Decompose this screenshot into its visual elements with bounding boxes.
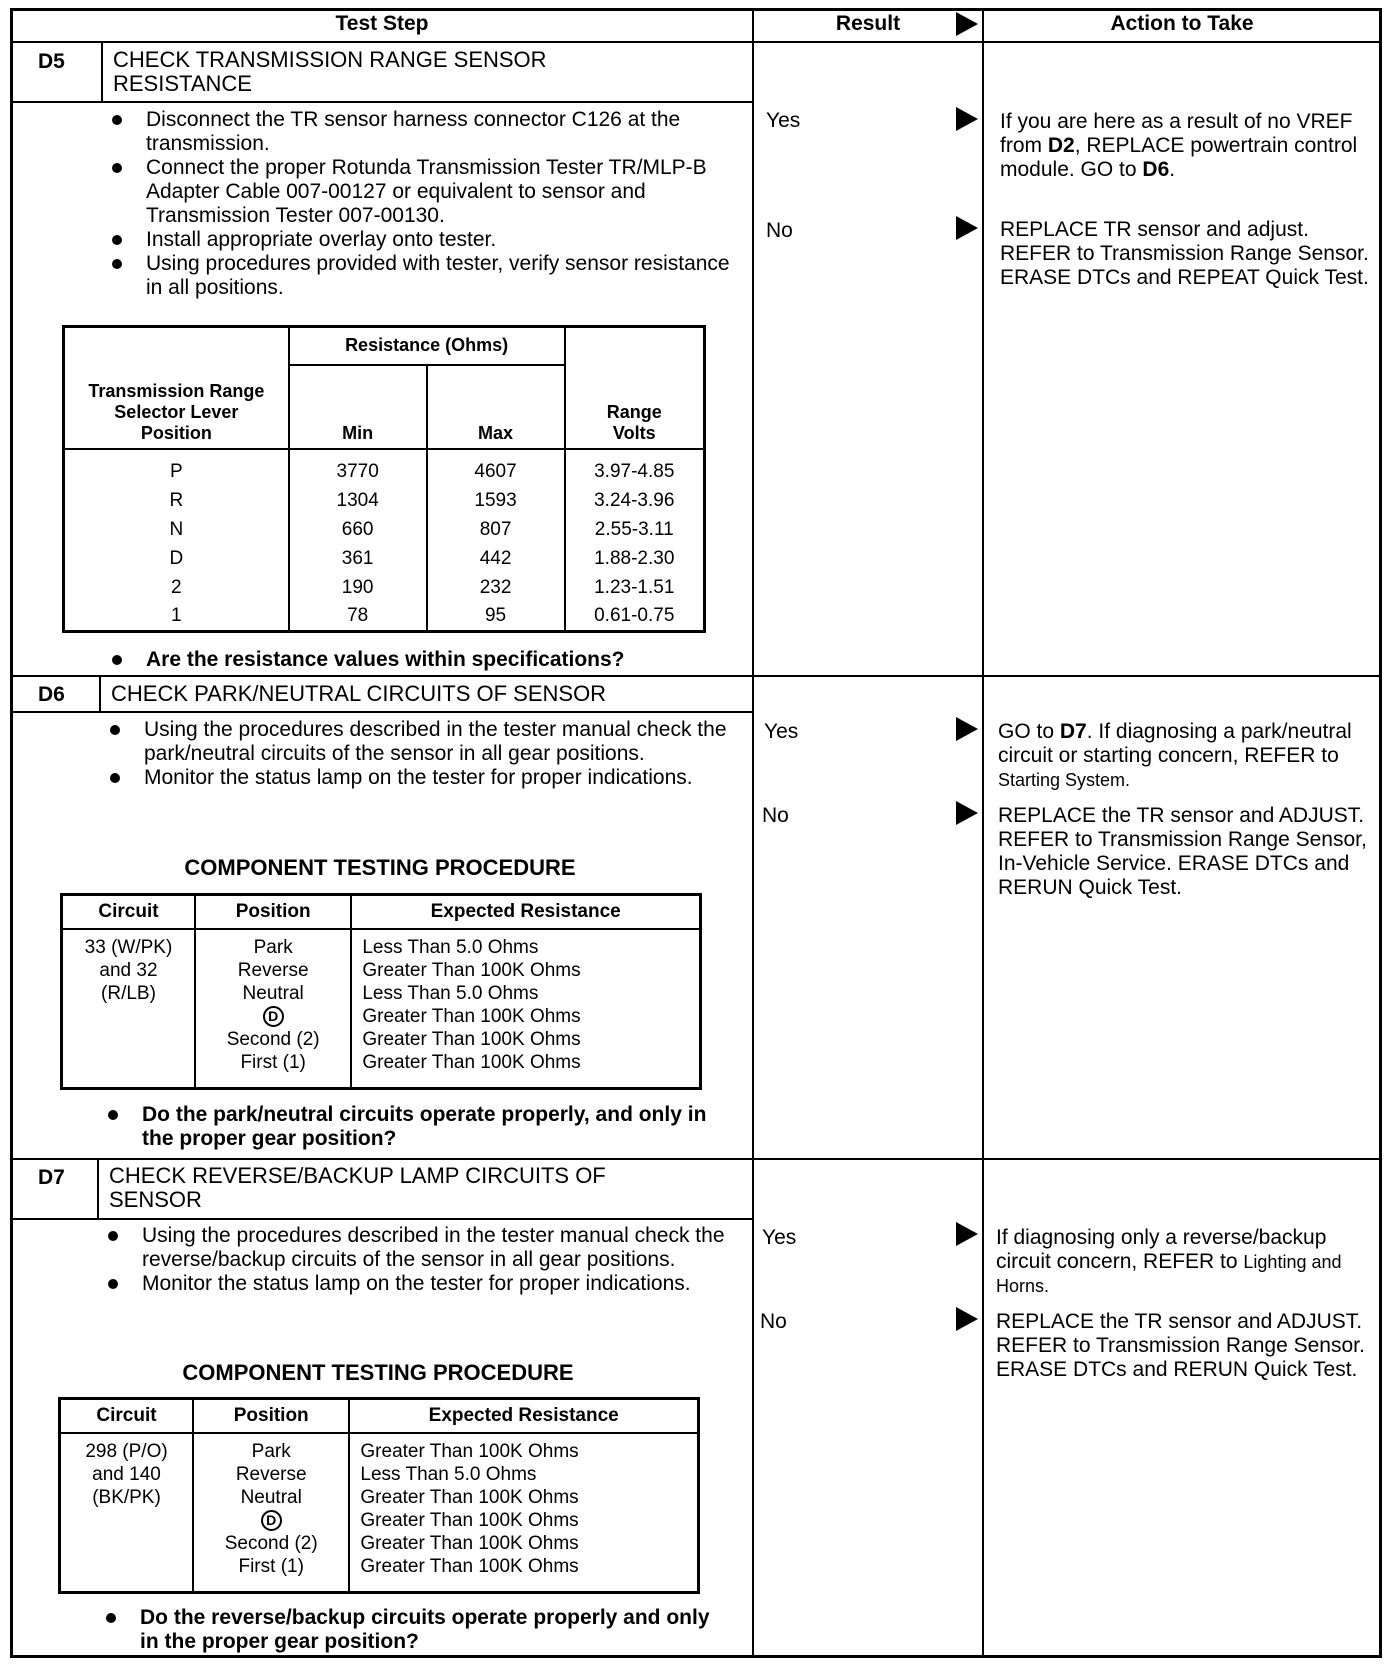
bullet-dot-icon — [110, 725, 120, 735]
d5-col-volts: Range Volts — [565, 327, 705, 449]
d6-position-cell: Park Reverse Neutral D Second (2) First (1) — [195, 929, 351, 1089]
d6-yes-arrow-icon — [956, 717, 978, 741]
d5-bullet: Install appropriate overlay onto tester. — [110, 228, 730, 252]
d5-bullet: Disconnect the TR sensor harness connector C126 at the transmission. — [110, 108, 730, 156]
d6-no-action: REPLACE the TR sensor and ADJUST. REFER to Transmission Range Sensor, In-Vehicle Service. ERASE DTCs and RERUN Quick Test. — [998, 804, 1367, 899]
d7-no-arrow-icon — [956, 1307, 978, 1331]
bullet-dot-icon — [112, 259, 122, 269]
overdrive-d-icon: D — [261, 1510, 282, 1531]
overdrive-d-icon: D — [263, 1006, 284, 1027]
d7-title-divider — [10, 1218, 753, 1220]
bullet-dot-icon — [110, 773, 120, 783]
d6-id: D6 — [38, 683, 65, 706]
d6-col-circuit: Circuit — [62, 895, 195, 929]
d6-no-arrow-icon — [956, 801, 978, 825]
bullet-dot-icon — [106, 1613, 116, 1623]
d6-circuit-cell: 33 (W/PK) and 32 (R/LB) — [84, 936, 173, 1004]
d6-expected-cell: Less Than 5.0 Ohms Greater Than 100K Ohms Less Than 5.0 Ohms Greater Than 100K Ohms Greater Than 100K Ohms Greater Than 100K Ohms — [351, 929, 700, 1089]
d7-bullets — [106, 1224, 726, 1296]
d6-question: Do the park/neutral circuits operate properly, and only in the proper gear position? — [106, 1103, 726, 1151]
d7-yes-action: If diagnosing only a reverse/backup circuit concern, REFER to Lighting and Horns. — [996, 1226, 1342, 1296]
d7-no-label: No — [760, 1310, 787, 1333]
d5-no-action: REPLACE TR sensor and adjust. REFER to Transmission Range Sensor. ERASE DTCs and REPEAT Quick Test. — [1000, 218, 1369, 289]
header-test-step: Test Step — [335, 12, 429, 35]
d5-bullet: Using procedures provided with tester, verify sensor resistance in all positions. — [110, 252, 730, 300]
d6-title: CHECK PARK/NEUTRAL CIRCUITS OF SENSOR — [111, 681, 607, 706]
d5-col-resistance: Resistance (Ohms) — [289, 327, 565, 365]
header-action: Action to Take — [1110, 12, 1254, 35]
d5-title-divider — [10, 101, 753, 103]
d7-question: Do the reverse/backup circuits operate properly and only in the proper gear position? — [104, 1606, 724, 1654]
d7-col-expected: Expected Resistance — [349, 1399, 698, 1433]
table-row: D 361 442 1.88-2.30 — [64, 545, 705, 574]
table-row: 1 78 95 0.61-0.75 — [64, 603, 705, 632]
d6-yes-action: GO to D7. If diagnosing a park/neutral circuit or starting concern, REFER to Starting System. — [998, 720, 1352, 790]
d7-bullet: Using the procedures described in the tester manual check the reverse/backup circuits of the sensor in all gear positions. — [106, 1224, 726, 1272]
d7-sub-heading: COMPONENT TESTING PROCEDURE — [182, 1360, 574, 1385]
header-result: Result — [835, 12, 901, 35]
d6-sub-heading: COMPONENT TESTING PROCEDURE — [184, 855, 576, 880]
d5-question: Are the resistance values within specifications? — [110, 648, 730, 672]
d6-component-table — [60, 893, 702, 1090]
d7-id: D7 — [38, 1166, 65, 1189]
d5-bullets — [110, 108, 730, 300]
d5-yes-label: Yes — [766, 109, 801, 132]
d7-id-divider — [97, 1159, 99, 1219]
d5-id-divider — [101, 42, 103, 102]
d7-component-table — [58, 1397, 700, 1594]
d6-bullet: Using the procedures described in the tester manual check the park/neutral circuits of the sensor in all gear positions. — [108, 718, 728, 766]
table-row: P 3770 4607 3.97-4.85 — [64, 449, 705, 487]
d6-section-divider — [10, 1158, 1382, 1160]
table-row: 2 190 232 1.23-1.51 — [64, 574, 705, 603]
bullet-dot-icon — [108, 1110, 118, 1120]
d7-title: CHECK REVERSE/BACKUP LAMP CIRCUITS OF SENSOR — [109, 1163, 606, 1212]
bullet-dot-icon — [112, 115, 122, 125]
d6-col-position: Position — [195, 895, 351, 929]
d5-col-min: Min — [289, 365, 427, 449]
table-row: N 660 807 2.55-3.11 — [64, 516, 705, 545]
bullet-dot-icon — [112, 163, 122, 173]
header-arrow-icon — [956, 12, 978, 36]
d7-no-action: REPLACE the TR sensor and ADJUST. REFER to Transmission Range Sensor. ERASE DTCs and RERUN Quick Test. — [996, 1310, 1365, 1381]
d7-circuit-cell: 298 (P/O) and 140 (BK/PK) — [85, 1440, 168, 1508]
d5-col-max: Max — [427, 365, 565, 449]
d5-col-lever: Transmission Range Selector Lever Position — [64, 327, 289, 449]
d6-bullets — [108, 718, 728, 790]
d7-yes-label: Yes — [762, 1226, 797, 1249]
d5-resistance-table — [62, 325, 706, 633]
d6-no-label: No — [762, 804, 789, 827]
d6-id-divider — [99, 676, 101, 712]
d6-bullet: Monitor the status lamp on the tester for proper indications. — [108, 766, 728, 790]
d6-yes-label: Yes — [764, 720, 799, 743]
d5-bullet: Connect the proper Rotunda Transmission Tester TR/MLP-B Adapter Cable 007-00127 or equivalent to sensor and Transmission Tester 007-00130. — [110, 156, 730, 228]
header-divider — [10, 41, 1382, 43]
bullet-dot-icon — [108, 1279, 118, 1289]
d7-col-position: Position — [193, 1399, 349, 1433]
d5-title: CHECK TRANSMISSION RANGE SENSOR RESISTANCE — [113, 47, 547, 96]
d5-id: D5 — [38, 50, 65, 73]
d5-no-arrow-icon — [956, 216, 978, 240]
col-divider-result — [982, 8, 984, 1658]
d7-position-cell: Park Reverse Neutral D Second (2) First (1) — [193, 1433, 349, 1593]
col-divider-step — [752, 8, 754, 1658]
d5-yes-arrow-icon — [956, 107, 978, 131]
bullet-dot-icon — [112, 235, 122, 245]
table-row: R 1304 1593 3.24-3.96 — [64, 487, 705, 516]
d7-col-circuit: Circuit — [60, 1399, 194, 1433]
d5-section-divider — [10, 675, 1382, 677]
d5-yes-action: If you are here as a result of no VREF from D2, REPLACE powertrain control module. GO to D6. — [1000, 110, 1358, 181]
d5-no-label: No — [766, 219, 793, 242]
d6-title-divider — [10, 711, 753, 713]
d7-bullet: Monitor the status lamp on the tester for proper indications. — [106, 1272, 726, 1296]
bullet-dot-icon — [108, 1231, 118, 1241]
d6-col-expected: Expected Resistance — [351, 895, 700, 929]
d7-yes-arrow-icon — [956, 1222, 978, 1246]
bullet-dot-icon — [112, 655, 122, 665]
d7-expected-cell: Greater Than 100K Ohms Less Than 5.0 Ohms Greater Than 100K Ohms Greater Than 100K Ohms Greater Than 100K Ohms Greater Than 100K Ohms — [349, 1433, 698, 1593]
